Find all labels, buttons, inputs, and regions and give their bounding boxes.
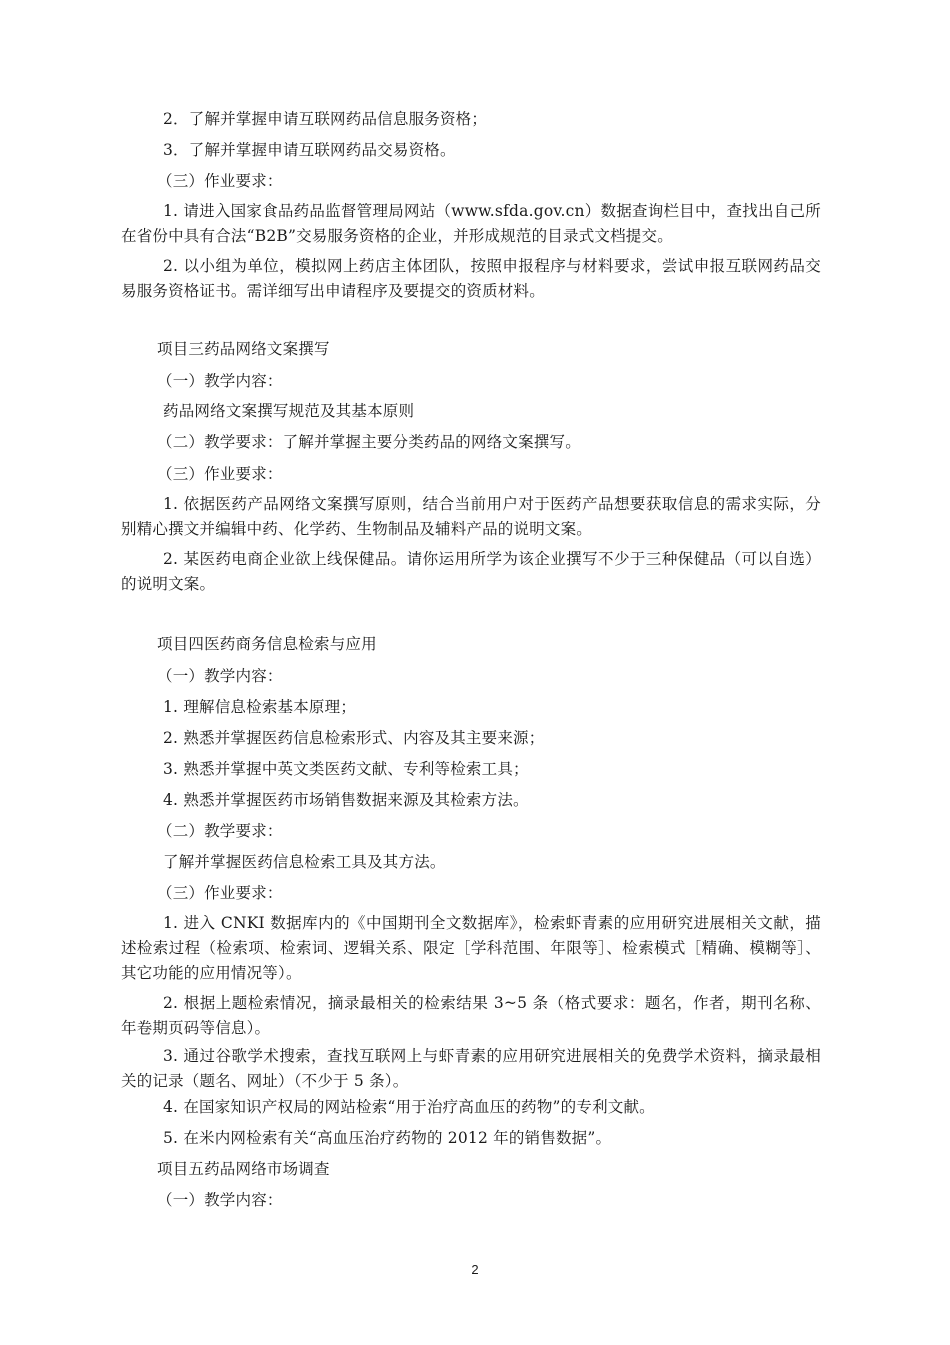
paragraph: 3. 通过谷歌学术搜索，查找互联网上与虾青素的应用研究进展相关的免费学术资料，摘录最相关的记录（题名、网址）（不少于 5 条）。 [121, 1047, 821, 1090]
paragraph: 1. 依据医药产品网络文案撰写原则，结合当前用户对于医药产品想要获取信息的需求实际，分别精心撰文并编辑中药、化学药、生物制品及辅料产品的说明文案。 [121, 495, 821, 538]
section-heading: （一）教学内容： [157, 372, 283, 390]
project-title: 项目四医药商务信息检索与应用 [157, 635, 377, 653]
list-item: 2. 熟悉并掌握医药信息检索形式、内容及其主要来源； [163, 729, 545, 747]
list-item: 2．了解并掌握申请互联网药品信息服务资格； [163, 110, 488, 128]
paragraph: 2. 某医药电商企业欲上线保健品。请你运用所学为该企业撰写不少于三种保健品（可以自选）的说明文案。 [121, 550, 821, 593]
list-item: 1. 理解信息检索基本原理； [163, 698, 357, 716]
list-item: 5. 在米内网检索有关“高血压治疗药物的 2012 年的销售数据”。 [163, 1129, 612, 1147]
section-heading: （二）教学要求：了解并掌握主要分类药品的网络文案撰写。 [157, 433, 581, 451]
section-heading: （二）教学要求： [157, 822, 283, 840]
paragraph: 1. 请进入国家食品药品监督管理局网站（www.sfda.gov.cn）数据查询栏目中，查找出自己所在省份中具有合法“B2B”交易服务资格的企业，并形成规范的目录式文档提交。 [121, 202, 821, 245]
section-heading: （三）作业要求： [157, 884, 283, 902]
project-title: 项目五药品网络市场调查 [157, 1160, 330, 1178]
body-line: 药品网络文案撰写规范及其基本原则 [163, 402, 415, 420]
project-title: 项目三药品网络文案撰写 [157, 340, 330, 358]
paragraph: 2. 根据上题检索情况，摘录最相关的检索结果 3~5 条（格式要求：题名，作者，期刊名称、年卷期页码等信息）。 [121, 994, 821, 1037]
body-line: 了解并掌握医药信息检索工具及其方法。 [163, 853, 446, 871]
section-heading: （一）教学内容： [157, 1191, 283, 1209]
list-item: 4. 在国家知识产权局的网站检索“用于治疗高血压的药物”的专利文献。 [163, 1098, 655, 1116]
paragraph: 1. 进入 CNKI 数据库内的《中国期刊全文数据库》，检索虾青素的应用研究进展相关文献，描述检索过程（检索项、检索词、逻辑关系、限定［学科范围、年限等］、检索模式［精确、模糊等］、其它功能的应用情况等）。 [121, 914, 821, 982]
list-item: 4. 熟悉并掌握医药市场销售数据来源及其检索方法。 [163, 791, 529, 809]
section-heading: （三）作业要求： [157, 465, 283, 483]
section-heading: （一）教学内容： [157, 667, 283, 685]
list-item: 3．了解并掌握申请互联网药品交易资格。 [163, 141, 456, 159]
list-item: 3. 熟悉并掌握中英文类医药文献、专利等检索工具； [163, 760, 529, 778]
section-heading: （三）作业要求： [157, 172, 283, 190]
page-number: 2 [471, 1262, 479, 1277]
paragraph: 2. 以小组为单位，模拟网上药店主体团队，按照申报程序与材料要求，尝试申报互联网药品交易服务资格证书。需详细写出申请程序及要提交的资质材料。 [121, 257, 821, 300]
